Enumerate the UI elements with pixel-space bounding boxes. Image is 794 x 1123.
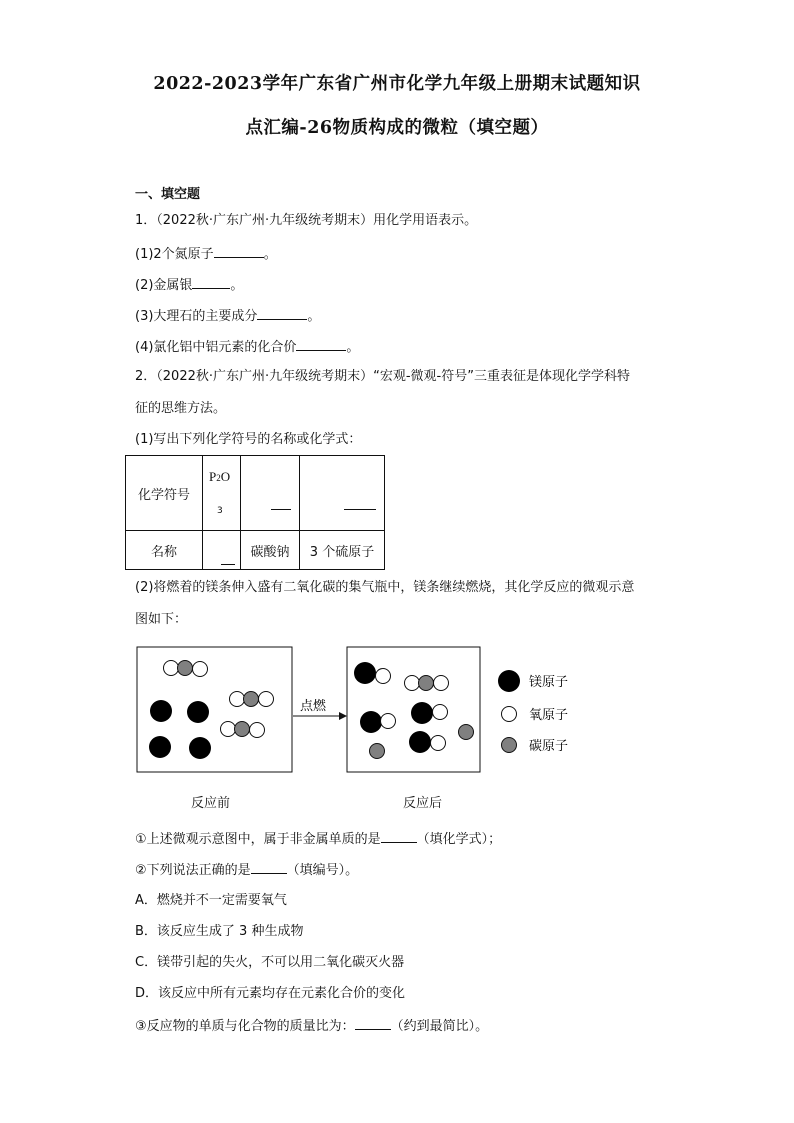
q1-part-4-end: 。	[346, 340, 360, 355]
q1-stem: 1．（2022秋·广东广州·九年级统考期末）用化学用语表示。	[135, 213, 478, 228]
section-heading: 一、填空题	[135, 187, 201, 202]
answer-blank[interactable]	[271, 496, 291, 510]
table-cell-formula	[203, 456, 241, 531]
before-caption: 反应前	[191, 796, 231, 811]
answer-blank[interactable]	[251, 860, 287, 874]
option-c[interactable]: C．镁带引起的失火，不可以用二氧化碳灭火器	[135, 955, 405, 970]
formula-p2o3	[209, 469, 230, 485]
mg-atom	[150, 700, 172, 722]
page-title-line-1: 2022-2023学年广东省广州市化学九年级上册期末试题知识	[153, 74, 641, 94]
q1-part-1-end: 。	[263, 247, 277, 262]
q1-part-3-end: 。	[307, 309, 321, 324]
q2-stem-line-1: 2．（2022秋·广东广州·九年级统考期末）“宏观-微观-符号”三重表征是体现化学学科特	[135, 369, 630, 384]
answer-blank[interactable]	[221, 551, 235, 565]
q2-sub-1	[135, 829, 501, 849]
table-cell-name: 3 个硫原子	[300, 531, 385, 570]
q2-sub-1-text: ①上述微观示意图中，属于非金属单质的是	[135, 832, 381, 847]
formula-element-o: O	[220, 469, 231, 484]
formula-element-p: P	[209, 469, 217, 484]
q2-part-2-line-1: (2)将燃着的镁条伸入盛有二氧化碳的集气瓶中，镁条继续燃烧，其化学反应的微观示意	[135, 580, 635, 595]
answer-blank[interactable]	[344, 496, 376, 510]
answer-blank[interactable]	[296, 337, 346, 351]
mgo-molecule	[360, 711, 396, 733]
table-cell-blank[interactable]	[241, 456, 300, 531]
page-title-line-2: 点汇编-26物质构成的微粒（填空题）	[245, 118, 549, 138]
legend-label-c: 碳原子	[529, 739, 569, 754]
c-atom	[370, 744, 385, 759]
legend-c-icon	[502, 738, 517, 753]
mgo-molecule	[409, 731, 446, 753]
q2-sub-3-text: ③反应物的单质与化合物的质量比为：	[135, 1019, 355, 1034]
q2-sub-2	[135, 860, 358, 880]
symbol-name-table	[125, 455, 385, 570]
mgo-molecule	[411, 702, 448, 724]
option-d[interactable]: D．该反应中所有元素均存在元素化合价的变化	[135, 986, 406, 1001]
co2-molecule	[230, 692, 274, 707]
answer-blank[interactable]	[214, 244, 264, 258]
q1-part-1-text: (1)2个氮原子	[135, 247, 214, 262]
q1-part-2-end: 。	[230, 278, 244, 293]
table-cell-name: 碳酸钠	[241, 531, 300, 570]
legend-label-mg: 镁原子	[529, 675, 569, 690]
q1-part-2	[135, 275, 243, 295]
c-atom	[459, 725, 474, 740]
formula-subscript: 2	[216, 473, 221, 483]
legend-label-o: 氧原子	[529, 708, 569, 723]
mg-atom	[187, 701, 209, 723]
legend-mg-icon	[498, 670, 520, 692]
co2-molecule	[405, 676, 449, 691]
q2-sub-3-end: （约到最简比）。	[390, 1019, 489, 1034]
mg-atom	[149, 736, 171, 758]
q2-sub-3	[135, 1016, 488, 1036]
q1-part-3-text: (3)大理石的主要成分	[135, 309, 258, 324]
q2-sub-2-end: （填编号）。	[286, 863, 359, 878]
formula-subscript-wrapped: 3	[217, 506, 223, 516]
q2-part-1: (1)写出下列化学符号的名称或化学式：	[135, 432, 362, 447]
q2-sub-2-text: ②下列说法正确的是	[135, 863, 251, 878]
after-caption: 反应后	[403, 796, 443, 811]
legend	[498, 670, 568, 754]
q1-part-3	[135, 306, 320, 326]
arrow-label: 点燃	[299, 699, 327, 714]
q1-part-2-text: (2)金属银	[135, 278, 193, 293]
option-a[interactable]: A．燃烧并不一定需要氧气	[135, 893, 287, 908]
q2-part-2-line-2: 图如下：	[135, 612, 188, 627]
table-header-name: 名称	[126, 531, 203, 570]
q1-part-1	[135, 244, 277, 264]
answer-blank[interactable]	[381, 829, 417, 843]
co2-molecule	[221, 722, 265, 738]
q1-part-4-text: (4)氯化铝中铝元素的化合价	[135, 340, 297, 355]
q2-sub-1-end: （填化学式）；	[416, 832, 502, 847]
co2-molecule	[164, 661, 208, 677]
option-b[interactable]: B．该反应生成了 3 种生成物	[135, 924, 304, 939]
table-row	[126, 531, 385, 570]
table-row	[126, 456, 385, 531]
reaction-micro-diagram	[125, 640, 595, 780]
q2-stem-line-2: 征的思维方法。	[135, 401, 227, 416]
q1-part-4	[135, 337, 359, 357]
mgo-molecule	[354, 662, 391, 684]
table-cell-blank[interactable]	[203, 531, 241, 570]
answer-blank[interactable]	[257, 306, 307, 320]
mg-atom	[189, 737, 211, 759]
table-header-symbol: 化学符号	[126, 456, 203, 531]
answer-blank[interactable]	[355, 1016, 391, 1030]
legend-o-icon	[502, 707, 517, 722]
table-cell-blank[interactable]	[300, 456, 385, 531]
answer-blank[interactable]	[192, 275, 230, 289]
